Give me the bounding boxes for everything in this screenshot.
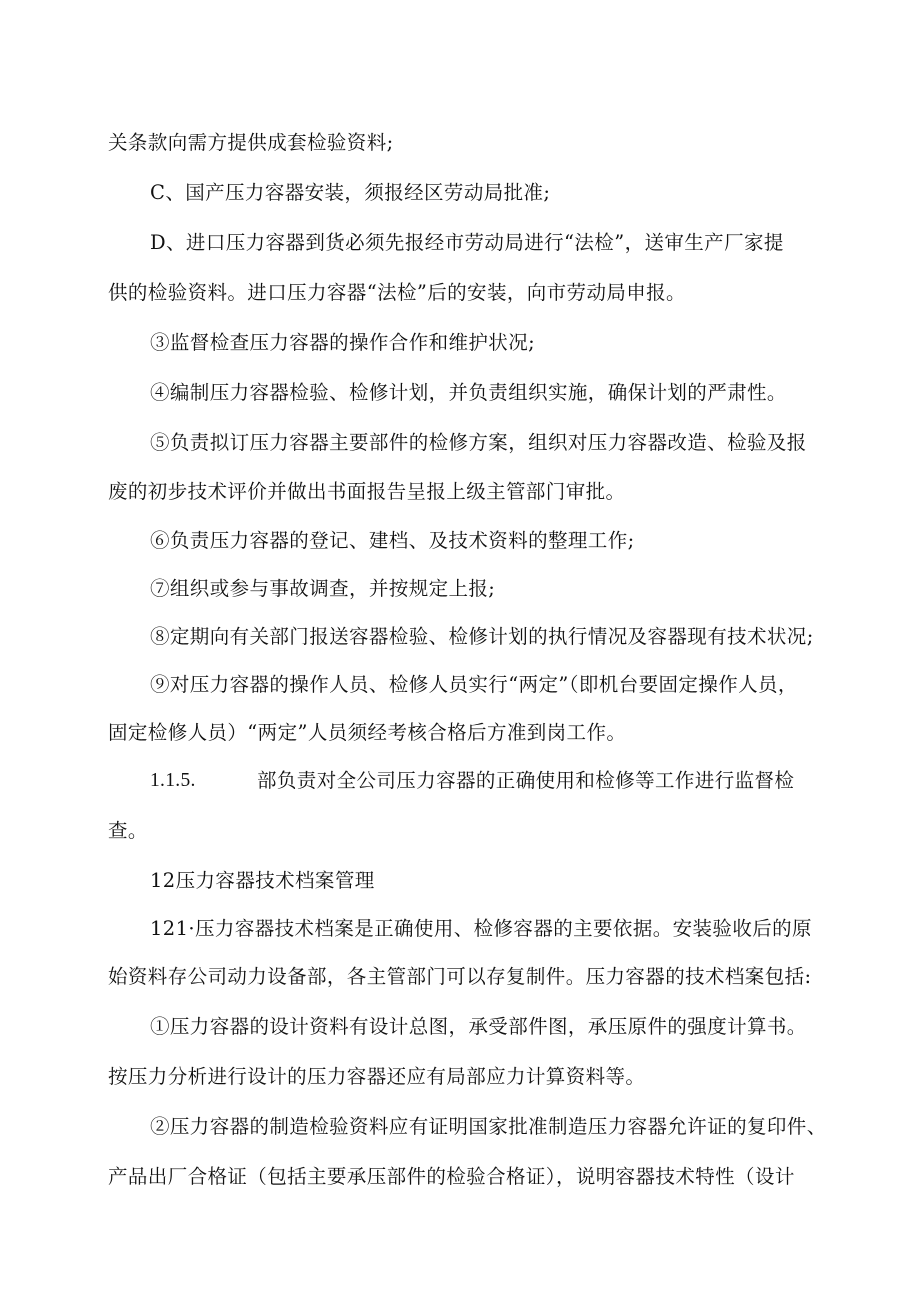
section-heading: 12压力容器技术档案管理 bbox=[150, 869, 375, 892]
text-line: ③监督检查压力容器的操作合作和维护状况; bbox=[150, 331, 536, 354]
text-line: 关条款向需方提供成套检验资料; bbox=[108, 131, 394, 154]
text-line: 产品出厂合格证（包括主要承压部件的检验合格证），说明容器技术特性（设计 bbox=[108, 1165, 795, 1188]
text-line: C、国产压力容器安装，须报经区劳动局批准; bbox=[150, 181, 551, 204]
text-line: 121·压力容器技术档案是正确使用、检修容器的主要依据。安装验收后的原 bbox=[150, 917, 812, 940]
text-line: 供的检验资料。进口压力容器“法检”后的安装，向市劳动局申报。 bbox=[108, 281, 686, 304]
text-line: ①压力容器的设计资料有设计总图，承受部件图，承压原件的强度计算书。 bbox=[150, 1015, 807, 1038]
text-line: D、进口压力容器到货必须先报经市劳动局进行“法检”，送审生产厂家提 bbox=[150, 231, 784, 254]
text-line: 查。 bbox=[108, 819, 148, 842]
text-line: 废的初步技术评价并做出书面报告呈报上级主管部门审批。 bbox=[108, 480, 626, 503]
section-number: 1.1.5. bbox=[150, 770, 196, 791]
text-line: ⑦组织或参与事故调查，并按规定上报; bbox=[150, 577, 496, 600]
text-line: 固定检修人员）“两定”人员须经考核合格后方准到岗工作。 bbox=[108, 721, 627, 744]
text-line: 按压力分析进行设计的压力容器还应有局部应力计算资料等。 bbox=[108, 1065, 646, 1088]
text-line: ⑨对压力容器的操作人员、检修人员实行“两定”（即机台要固定操作人员， bbox=[150, 673, 798, 696]
text-line: ⑧定期向有关部门报送容器检验、检修计划的执行情况及容器现有技术状况; bbox=[150, 625, 814, 648]
text-line: 部负责对全公司压力容器的正确使用和检修等工作进行监督检 bbox=[257, 769, 795, 792]
text-line: ④编制压力容器检验、检修计划，并负责组织实施，确保计划的严肃性。 bbox=[150, 381, 787, 404]
text-line: ⑤负责拟订压力容器主要部件的检修方案，组织对压力容器改造、检验及报 bbox=[150, 431, 807, 454]
text-line: ②压力容器的制造检验资料应有证明国家批准制造压力容器允许证的复印件、 bbox=[150, 1115, 827, 1138]
text-line: ⑥负责压力容器的登记、建档、及技术资料的整理工作; bbox=[150, 529, 635, 552]
text-line: 始资料存公司动力设备部，各主管部门可以存复制件。压力容器的技术档案包括: bbox=[108, 965, 812, 988]
